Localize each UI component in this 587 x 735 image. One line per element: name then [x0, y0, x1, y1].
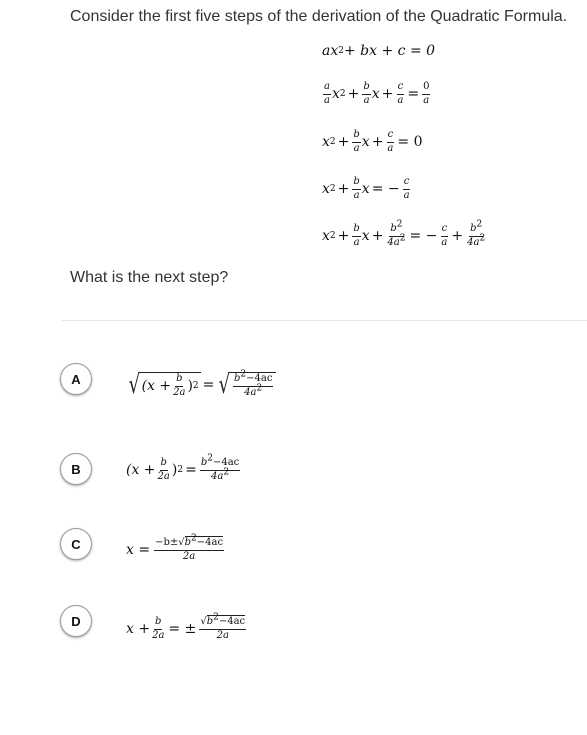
- choice-a-expression[interactable]: √ (x + $\frac{b}{2a}$ ) 2 = √ $\frac{b^2-4ac}{4a^2}$: [126, 372, 276, 398]
- choice-b-radio[interactable]: B: [60, 453, 92, 485]
- choice-c-expression[interactable]: x = $\frac{-b\pm√b^2-4ac}{2a}$: [126, 533, 224, 562]
- choice-c-radio[interactable]: C: [60, 528, 92, 560]
- choice-b-expression[interactable]: (x + $\frac{b}{2a}$ ) 2 = $\frac{b^2-4ac}{4a^2}$: [126, 453, 240, 482]
- divider: [62, 320, 587, 321]
- question-text: Consider the first five steps of the derivation of the Quadratic Formula.: [70, 8, 568, 25]
- derivation-step-3: x 2 + $\frac{b}{a}$ x + $\frac{c}{a}$ = 0: [322, 129, 423, 154]
- derivation-step-5: x 2 + $\frac{b}{a}$ x + $\frac{b^2}{4a^2}$ = − $\frac{c}{a}$ + $\frac{b^2}{4a^2}$: [322, 219, 486, 248]
- derivation-step-1: ax 2 + bx + c = 0: [322, 43, 436, 59]
- followup-question: What is the next step?: [70, 269, 229, 286]
- derivation-step-2: $\frac{a}{a}$ x 2 + $\frac{b}{a}$ x + $\frac{c}{a}$ = $\frac{0}{a}$: [324, 81, 430, 106]
- choice-d-radio[interactable]: D: [60, 605, 92, 637]
- choice-d-expression[interactable]: x + $\frac{b}{2a}$ = ± $\frac{√b^2-4ac}{2a}$: [126, 612, 246, 641]
- choice-a-radio[interactable]: A: [60, 363, 92, 395]
- derivation-step-4: x 2 + $\frac{b}{a}$ x = − $\frac{c}{a}$: [322, 176, 410, 201]
